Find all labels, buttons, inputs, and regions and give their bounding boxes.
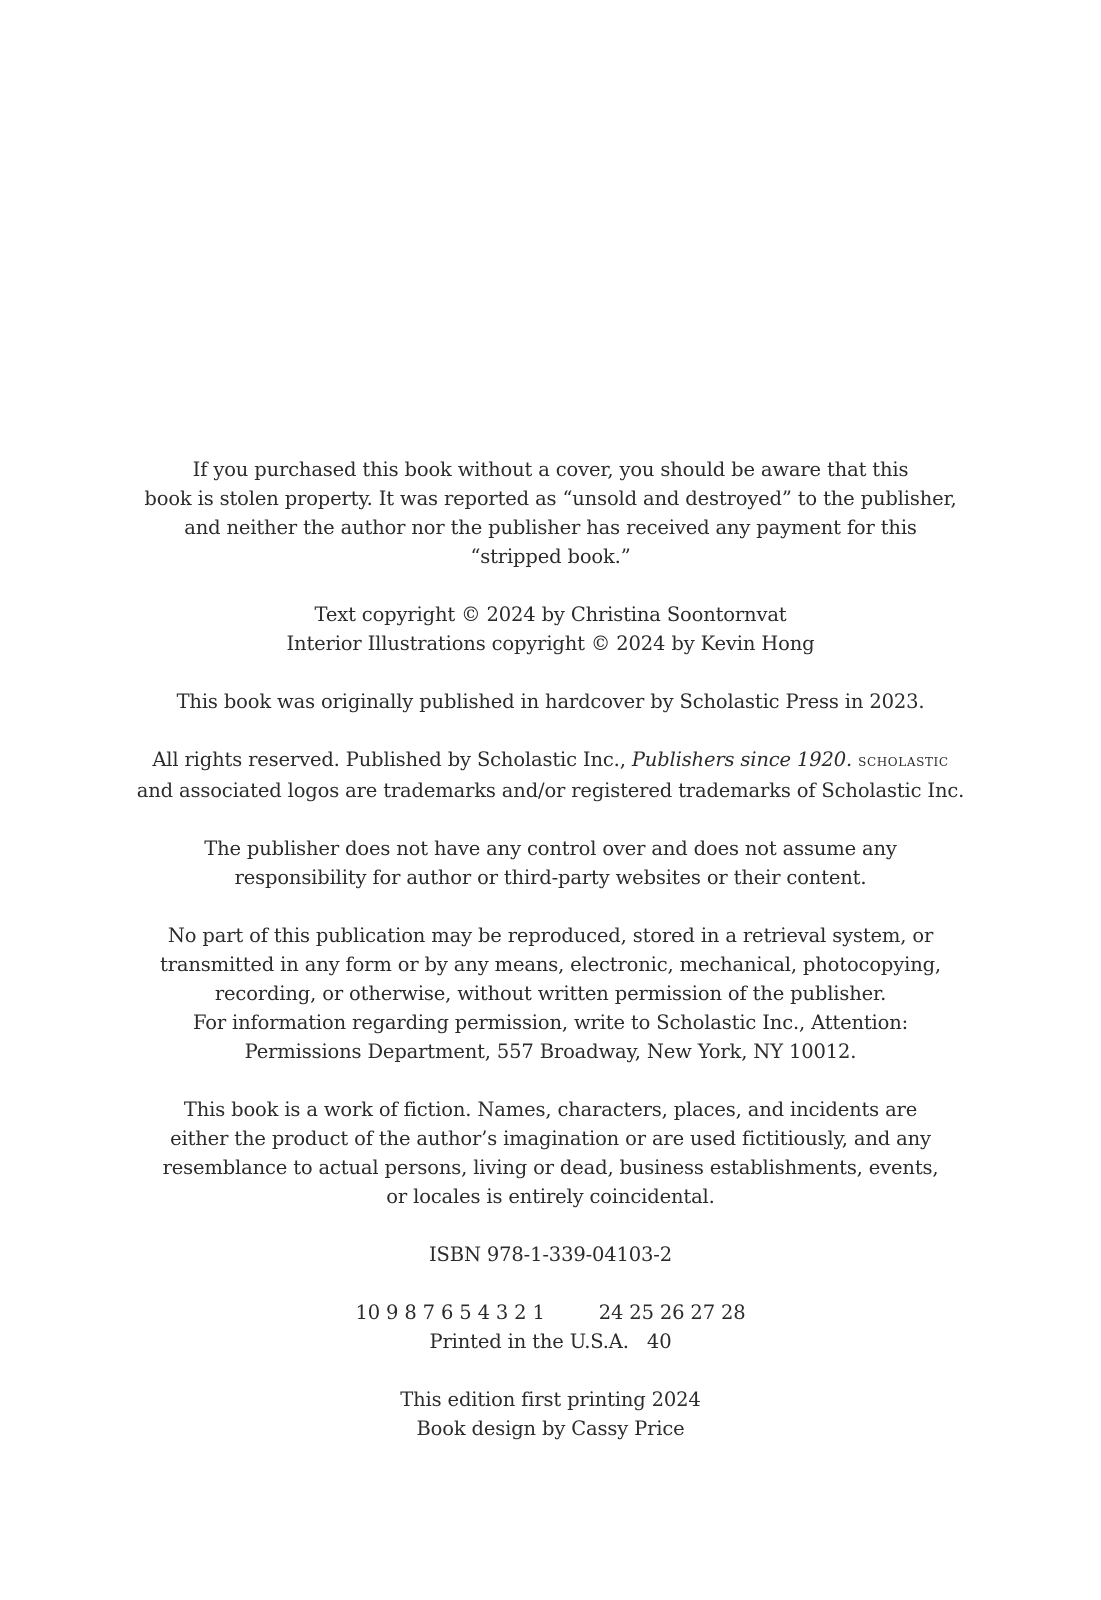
fiction-disclaimer-line: or locales is entirely coincidental.: [386, 1185, 715, 1208]
original-publication-note: [0, 687, 1101, 716]
isbn-block: [0, 1240, 1101, 1269]
rights-text: All rights reserved. Published by Scholastic Inc.,: [152, 748, 632, 771]
stripped-notice-line: and neither the author nor the publisher has received any payment for this: [184, 516, 917, 539]
publishers-since-text: Publishers since 1920.: [631, 748, 853, 771]
scholastic-brand: scholastic: [858, 751, 949, 771]
reproduction-line: Permissions Department, 557 Broadway, New York, NY 10012.: [244, 1040, 857, 1063]
reproduction-notice: [0, 921, 1101, 1066]
printed-in: Printed in the U.S.A. 40: [429, 1330, 672, 1353]
reproduction-line: recording, or otherwise, without written permission of the publisher.: [214, 982, 887, 1005]
reproduction-line: No part of this publication may be reproduced, stored in a retrieval system, or: [167, 924, 934, 947]
text-copyright: Text copyright © 2024 by Christina Soontornvat: [314, 603, 787, 626]
original-publication-line: This book was originally published in hardcover by Scholastic Press in 2023.: [176, 690, 925, 713]
stripped-notice-line: “stripped book.”: [470, 545, 631, 568]
reproduction-line: transmitted in any form or by any means, electronic, mechanical, photocopying,: [160, 953, 941, 976]
printing-numbers-row: [0, 1298, 1101, 1327]
edition-block: [0, 1385, 1101, 1443]
stripped-notice-line: book is stolen property. It was reported as “unsold and destroyed” to the publisher,: [144, 487, 957, 510]
printing-year-line: 24 25 26 27 28: [598, 1301, 746, 1324]
first-printing: This edition first printing 2024: [400, 1388, 701, 1411]
printing-block: [0, 1298, 1101, 1356]
fiction-disclaimer-line: resemblance to actual persons, living or dead, business establishments, events,: [162, 1156, 939, 1179]
book-design-credit: Book design by Cassy Price: [416, 1417, 685, 1440]
copyright-notices: [0, 600, 1101, 658]
rights-reserved: [0, 745, 1101, 805]
printing-number-line: 10 9 8 7 6 5 4 3 2 1: [355, 1301, 545, 1324]
stripped-book-notice: [0, 455, 1101, 571]
trademarks-line: and associated logos are trademarks and/or registered trademarks of Scholastic Inc.: [136, 779, 965, 802]
websites-disclaimer-line: The publisher does not have any control over and does not assume any: [204, 837, 897, 860]
websites-disclaimer: [0, 834, 1101, 892]
stripped-notice-line: If you purchased this book without a cover, you should be aware that this: [192, 458, 909, 481]
fiction-disclaimer-line: either the product of the author’s imagination or are used fictitiously, and any: [170, 1127, 931, 1150]
fiction-disclaimer-line: This book is a work of fiction. Names, characters, places, and incidents are: [183, 1098, 918, 1121]
websites-disclaimer-line: responsibility for author or third-party websites or their content.: [234, 866, 867, 889]
rights-line: [0, 745, 1101, 776]
illustrations-copyright: Interior Illustrations copyright © 2024 by Kevin Hong: [286, 632, 815, 655]
fiction-disclaimer: [0, 1095, 1101, 1211]
reproduction-line: For information regarding permission, write to Scholastic Inc., Attention:: [192, 1011, 909, 1034]
isbn: ISBN 978-1-339-04103-2: [429, 1243, 672, 1266]
copyright-text-block: [0, 455, 1101, 1443]
